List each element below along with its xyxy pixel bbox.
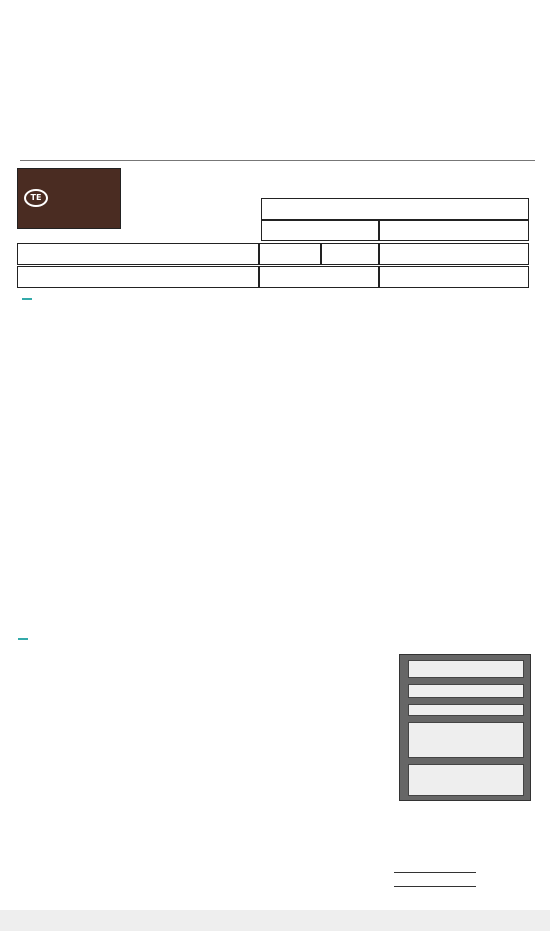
legend-panel <box>399 654 531 801</box>
current-results-label <box>394 872 476 874</box>
previous-results-label <box>394 886 476 888</box>
legend-interpretation <box>408 722 524 758</box>
logo-icon: TE <box>24 189 48 207</box>
legend-below-limit <box>408 660 524 678</box>
legend-na <box>408 704 524 716</box>
legend-qns <box>408 684 524 698</box>
legend-laboratory <box>408 764 524 796</box>
bottom-margin <box>0 910 550 931</box>
